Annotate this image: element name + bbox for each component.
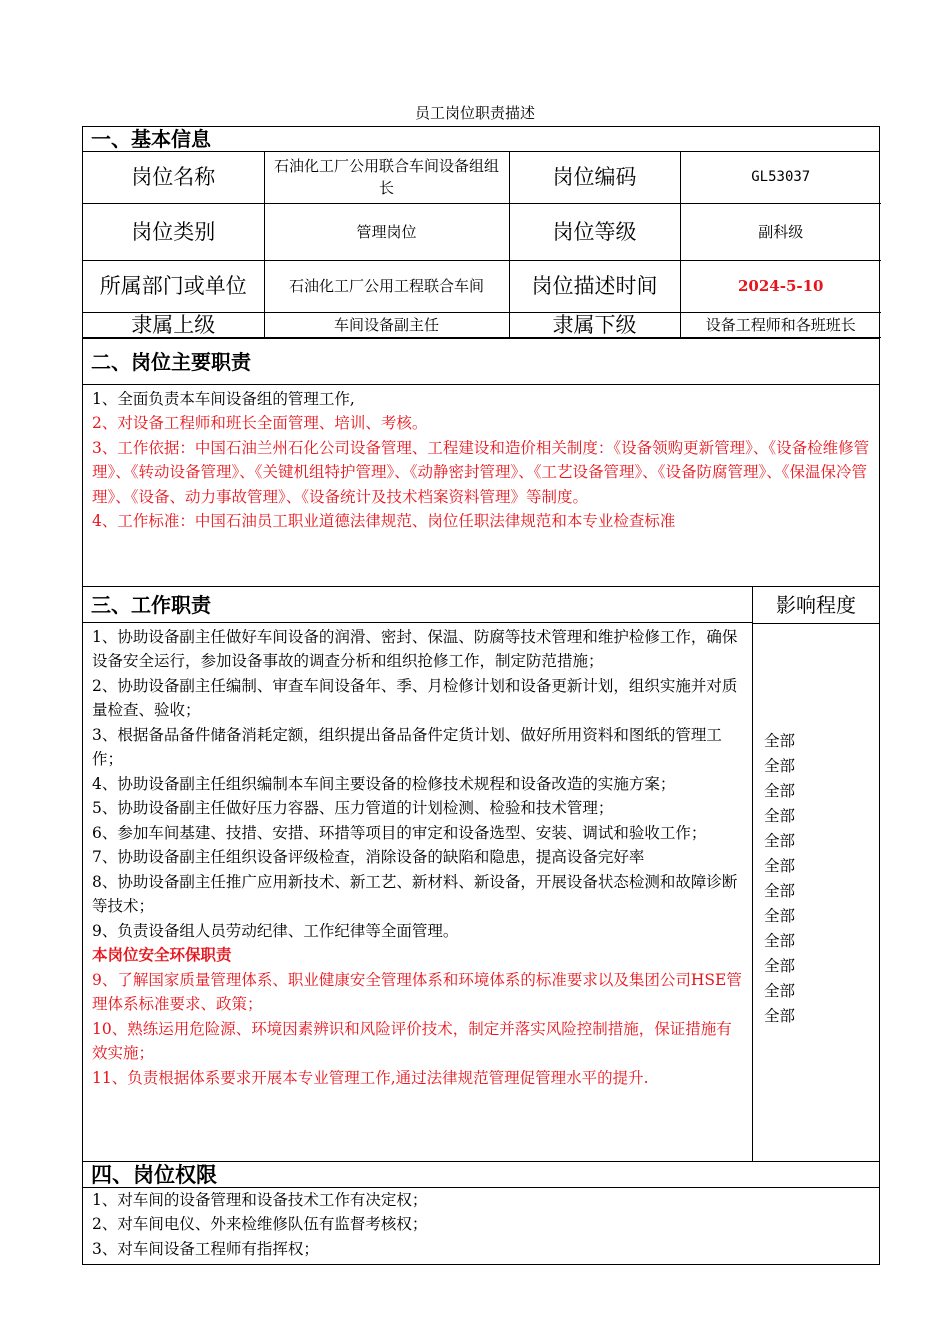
list-item: 2、对设备工程师和班长全面管理、培训、考核。 [92, 414, 428, 432]
job-name-label: 岗位名称 [83, 152, 264, 203]
list-item: 4、工作标准：中国石油员工职业道德法律规范、岗位任职法律规范和本专业检查标准 [92, 512, 676, 530]
section-authority [83, 1161, 879, 1264]
subordinate-label: 隶属下级 [509, 312, 680, 337]
impact-column [753, 587, 879, 1161]
list-item: 1、协助设备副主任做好车间设备的润滑、密封、保温、防腐等技术管理和维护检修工作，确保设备安全运行，参加设备事故的调查分析和组织抢修工作，制定防范措施； [92, 627, 738, 670]
authority-list [83, 1188, 879, 1264]
list-item: 2、协助设备副主任编制、审查车间设备年、季、月检修计划和设备更新计划，组织实施并对质量检查、验收； [92, 676, 738, 719]
list-item: 3、对车间设备工程师有指挥权； [92, 1239, 319, 1258]
job-code-value: GL53037 [680, 152, 881, 203]
list-item: 7、协助设备副主任组织设备评级检查，消除设备的缺陷和隐患，提高设备完好率 [92, 848, 645, 866]
job-description-form [82, 126, 880, 1265]
safety-duties-heading: 本岗位安全环保职责 [92, 945, 232, 964]
impact-value: 全部 [764, 806, 796, 825]
work-duties-list [83, 623, 752, 1161]
impact-values [753, 624, 879, 1029]
section-main-duties [83, 338, 879, 586]
section-main-duties-heading: 二、岗位主要职责 [83, 339, 879, 385]
job-level-value: 副科级 [680, 203, 881, 260]
job-type-label: 岗位类别 [83, 203, 264, 260]
list-item: 3、工作依据：中国石油兰州石化公司设备管理、工程建设和造价相关制度：《设备领购更新管理》、《设备检维修管理》、《转动设备管理》、《关键机组特护管理》、《动静密封管理》、《工艺设备管理》、《设备防腐管理》、《保温保冷管理》、《设备、动力事故管理》、《设备统计及技术档案资料管理》等制度。 [92, 438, 870, 506]
impact-heading: 影响程度 [753, 587, 879, 624]
list-item: 9、负责设备组人员劳动纪律、工作纪律等全面管理。 [92, 921, 459, 940]
basic-info-table [83, 152, 881, 338]
main-duties-list [83, 385, 879, 586]
job-name-value: 石油化工厂公用联合车间设备组组长 [264, 152, 509, 203]
impact-value: 全部 [764, 1006, 796, 1025]
impact-value: 全部 [764, 931, 796, 950]
job-code-label: 岗位编码 [509, 152, 680, 203]
work-duties-column [83, 587, 753, 1161]
table-row [83, 152, 881, 203]
list-item: 8、协助设备副主任推广应用新技术、新工艺、新材料、新设备，开展设备状态检测和故障诊断等技术； [92, 872, 738, 915]
document-title: 员工岗位职责描述 [414, 104, 535, 122]
table-row [83, 260, 881, 312]
description-time-value: 2024-5-10 [680, 260, 881, 312]
list-item: 1、对车间的设备管理和设备技术工作有决定权； [92, 1190, 428, 1209]
impact-value: 全部 [764, 981, 796, 1000]
superior-label: 隶属上级 [83, 312, 264, 337]
description-time-label: 岗位描述时间 [509, 260, 680, 312]
impact-value: 全部 [764, 881, 796, 900]
job-level-label: 岗位等级 [509, 203, 680, 260]
impact-value: 全部 [764, 831, 796, 850]
list-item: 9、了解国家质量管理体系、职业健康安全管理体系和环境体系的标准要求以及集团公司HSE管理体系标准要求、政策； [92, 970, 742, 1013]
department-label: 所属部门或单位 [83, 260, 264, 312]
list-item: 4、协助设备副主任组织编制本车间主要设备的检修技术规程和设备改造的实施方案； [92, 774, 676, 793]
superior-value: 车间设备副主任 [264, 312, 509, 337]
section-work-duties [83, 586, 879, 1161]
impact-value: 全部 [764, 856, 796, 875]
section-basic-info-heading: 一、基本信息 [83, 127, 879, 152]
list-item: 6、参加车间基建、技措、安措、环措等项目的审定和设备选型、安装、调试和验收工作； [92, 823, 707, 842]
section-work-duties-heading: 三、工作职责 [83, 587, 752, 623]
list-item: 5、协助设备副主任做好压力容器、压力管道的计划检测、检验和技术管理； [92, 799, 614, 817]
impact-value: 全部 [764, 956, 796, 975]
section-authority-heading: 四、岗位权限 [83, 1162, 879, 1188]
table-row [83, 203, 881, 260]
impact-value: 全部 [764, 781, 796, 800]
impact-value: 全部 [764, 731, 796, 750]
list-item: 10、熟练运用危险源、环境因素辨识和风险评价技术，制定并落实风险控制措施，保证措施有效实施； [92, 1019, 732, 1062]
table-row [83, 312, 881, 337]
impact-value: 全部 [764, 906, 796, 925]
list-item: 2、对车间电仪、外来检维修队伍有监督考核权； [92, 1215, 428, 1233]
list-item: 11、负责根据体系要求开展本专业管理工作,通过法律规范管理促管理水平的提升. [92, 1068, 649, 1087]
impact-value: 全部 [764, 756, 796, 775]
job-type-value: 管理岗位 [264, 203, 509, 260]
subordinate-value: 设备工程师和各班班长 [680, 312, 881, 337]
department-value: 石油化工厂公用工程联合车间 [264, 260, 509, 312]
list-item: 1、全面负责本车间设备组的管理工作, [92, 389, 355, 408]
list-item: 3、根据备品备件储备消耗定额，组织提出备品备件定货计划、做好所用资料和图纸的管理工作； [92, 725, 722, 768]
